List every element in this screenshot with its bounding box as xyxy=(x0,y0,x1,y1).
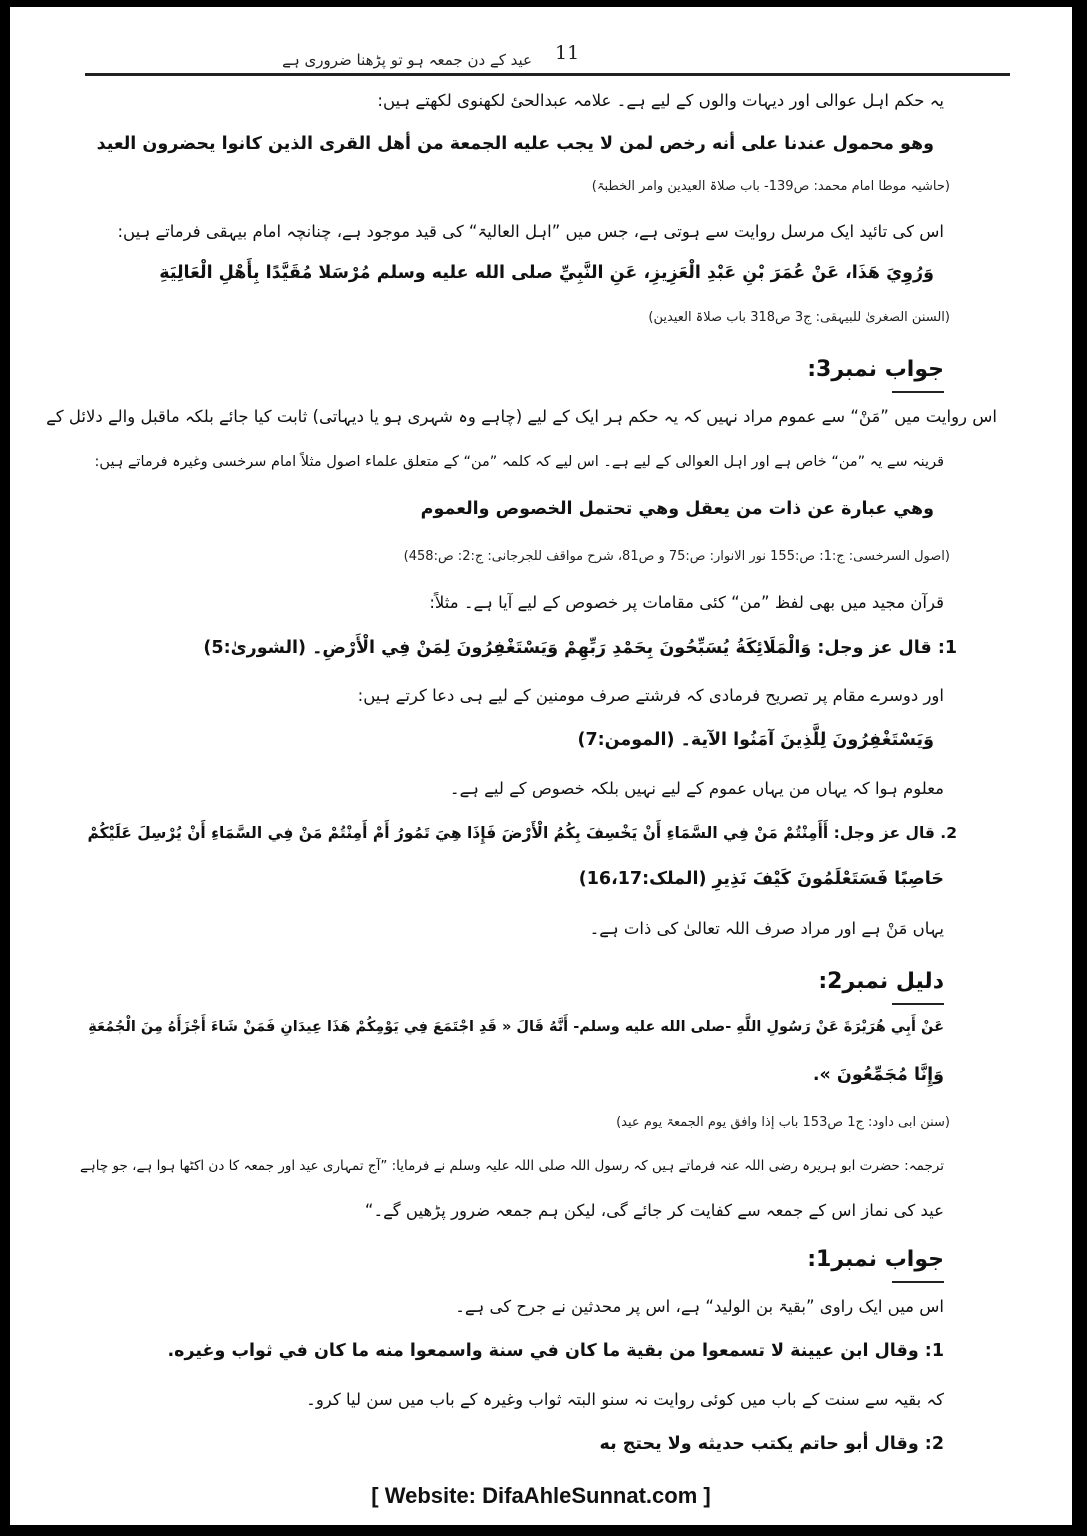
reference-note: (السنن الصغریٰ للبیہقی: ج3 ص318 باب صلاۃ العیدین) xyxy=(648,310,950,325)
text-line: معلوم ہوا کہ یہاں من یہاں عموم کے لیے نہیں بلکہ خصوص کے لیے ہے۔ xyxy=(449,779,944,798)
text-line: اس روایت میں ”مَنْ“ سے عموم مراد نہیں کہ یہ حکم ہر ایک کے لیے (چاہے وہ شہری ہو یا دیہاتی) ثابت کیا جائے بلکہ ماقبل والے دلائل کے xyxy=(46,407,997,426)
website-footer: [ Website: DifaAhleSunnat.com ] xyxy=(371,1483,711,1508)
text-line: اس میں ایک راوی ”بقیۃ بن الولید“ ہے، اس پر محدثین نے جرح کی ہے۔ xyxy=(455,1297,944,1316)
arabic-quote: وهو محمول عندنا على أنه رخص لمن لا يجب عليه الجمعة من أهل القرى الذين كانوا يحضرون العيد xyxy=(96,134,934,154)
text-line: اور دوسرے مقام پر تصریح فرمادی کہ فرشتے صرف مومنین کے لیے ہی دعا کرتے ہیں: xyxy=(357,686,944,705)
arabic-quote: 2: وقال أبو حاتم يكتب حديثه ولا يحتج به xyxy=(599,1434,944,1454)
quran-verse: حَاصِبًا فَسَتَعْلَمُونَ كَيْفَ نَذِيرِ (الملک:16،17) xyxy=(578,869,944,889)
text-line: یہاں مَنْ ہے اور مراد صرف اللہ تعالیٰ کی ذات ہے۔ xyxy=(589,919,944,938)
section-heading: جواب نمبر3: xyxy=(807,357,944,382)
hadith-text: عَنْ أَبِي هُرَيْرَةَ عَنْ رَسُولِ اللَّهِ -صلى الله عليه وسلم- أَنَّهُ قَالَ « قَدِ اجْتَمَعَ فِي يَوْمِكُمْ هَذَا عِيدَانِ فَمَنْ شَاءَ أَجْزَأَهُ مِنَ الْجُمُعَةِ xyxy=(88,1019,944,1035)
heading-underline xyxy=(892,1281,944,1283)
page-number: 11 xyxy=(555,42,580,64)
heading-underline xyxy=(892,391,944,393)
section-heading: جواب نمبر1: xyxy=(807,1247,944,1272)
header-divider xyxy=(85,73,1010,76)
text-line: کہ بقیہ سے سنت کے باب میں کوئی روایت نہ سنو البتہ ثواب وغیرہ کے باب میں سن لیا کرو۔ xyxy=(306,1390,944,1409)
reference-note: (سنن ابی داود: ج1 ص153 باب إذا وافق یوم الجمعۃ یوم عید) xyxy=(616,1115,950,1130)
text-line: قرینہ سے یہ ”من“ خاص ہے اور اہل العوالی کے لیے ہے۔ اس لیے کہ کلمہ ”من“ کے متعلق علماء اصول مثلاً امام سرخسی وغیرہ فرماتے ہیں: xyxy=(94,454,944,470)
page-header xyxy=(10,7,1072,73)
text-line: قرآن مجید میں بھی لفظ ”من“ کئی مقامات پر خصوص کے لیے آیا ہے۔ مثلاً: xyxy=(429,593,944,612)
translation-text: ترجمہ: حضرت ابو ہریرہ رضی اللہ عنہ فرماتے ہیں کہ رسول اللہ صلی اللہ علیہ وسلم نے فرمایا: ”آج تمہاری عید اور جمعہ کا دن اکٹھا ہوا ہے، جو چاہے xyxy=(79,1158,944,1174)
arabic-quote: وَرُوِيَ هَذَا، عَنْ عُمَرَ بْنِ عَبْدِ الْعَزِيزِ، عَنِ النَّبِيِّ صلى الله عليه وسلم مُرْسَلا مُقَيَّدًا بِأَهْلِ الْعَالِيَةِ xyxy=(159,263,934,283)
arabic-quote: 1: وقال ابن عيينة لا تسمعوا من بقية ما كان في سنة واسمعوا منه ما كان في ثواب وغيره. xyxy=(167,1341,944,1361)
arabic-quote: وهي عبارة عن ذات من يعقل وهي تحتمل الخصوص والعموم xyxy=(420,499,934,519)
quran-verse: 1: قال عز وجل: وَالْمَلَائِكَةُ يُسَبِّحُونَ بِحَمْدِ رَبِّهِمْ وَيَسْتَغْفِرُونَ لِمَنْ فِي الْأَرْضِ۔ (الشوریٰ:5) xyxy=(203,638,957,658)
reference-note: (حاشیہ موطا امام محمد: ص139- باب صلاۃ العیدین وامر الخطبۃ) xyxy=(591,179,950,194)
section-heading: دلیل نمبر2: xyxy=(818,969,944,994)
text-line: یہ حکم اہل عوالی اور دیہات والوں کے لیے ہے۔ علامہ عبدالحیٔ لکھنوی لکھتے ہیں: xyxy=(377,91,944,110)
translation-text: عید کی نماز اس کے جمعہ سے کفایت کر جائے گی، لیکن ہم جمعہ ضرور پڑھیں گے۔“ xyxy=(364,1201,944,1220)
text-line: اس کی تائید ایک مرسل روایت سے ہوتی ہے، جس میں ”اہل العالیۃ“ کی قید موجود ہے، چنانچہ امام بیہقی فرماتے ہیں: xyxy=(117,222,944,241)
reference-note: (اصول السرخسی: ج:1: ص:155 نور الانوار: ص:75 و ص81، شرح مواقف للجرجانی: ج:2: ص:458) xyxy=(403,549,950,564)
quran-verse: وَيَسْتَغْفِرُونَ لِلَّذِينَ آمَنُوا الآية۔ (المومن:7) xyxy=(577,730,934,750)
heading-underline xyxy=(892,1003,944,1005)
running-title: عید کے دن جمعہ ہو تو پڑھنا ضروری ہے xyxy=(282,51,532,69)
quran-verse: 2. قال عز وجل: أَأَمِنْتُمْ مَنْ فِي السَّمَاءِ أَنْ يَخْسِفَ بِكُمُ الْأَرْضَ فَإِذَا هِيَ تَمُورُ أَمْ أَمِنْتُمْ مَنْ فِي السَّمَاءِ أَنْ يُرْسِلَ عَلَيْكُمْ xyxy=(87,824,957,842)
document-page xyxy=(10,7,1072,1525)
hadith-text: وَإِنَّا مُجَمِّعُونَ ». xyxy=(812,1065,944,1085)
